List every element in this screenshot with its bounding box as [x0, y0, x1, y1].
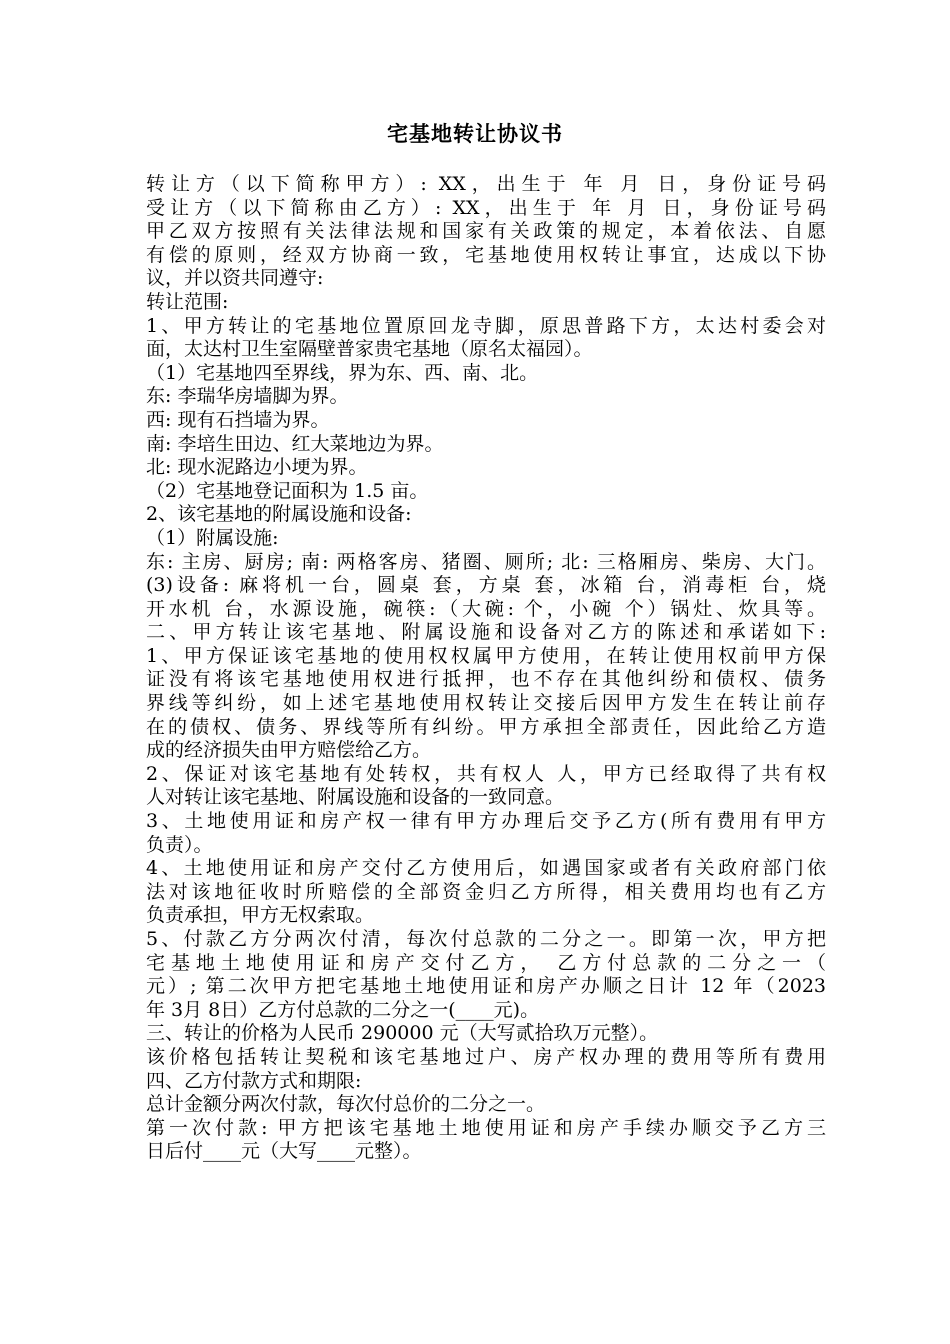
text-line: 元）; 第二次甲方把宅基地土地使用证和房产办顺之日计 12 年（2023 [146, 975, 826, 998]
text-line: （1）宅基地四至界线，界为东、西、南、北。 [146, 361, 539, 384]
text-line: 3、土地使用证和房产权一律有甲方办理后交予乙方(所有费用有甲方 [146, 810, 826, 833]
text-line: 东: 主房、厨房; 南: 两格客房、猪圈、厕所; 北: 三格厢房、柴房、大门。 [146, 550, 826, 573]
text-line: 面，太达村卫生室隔壁普家贵宅基地（原名太福园）。 [146, 338, 593, 361]
document-title: 宅基地转让协议书 [387, 121, 563, 146]
text-line: 法对该地征收时所赔偿的全部资金归乙方所得，相关费用均也有乙方 [146, 880, 826, 903]
text-line: 2、该宅基地的附属设施和设备: [146, 503, 412, 526]
text-line: 该价格包括转让契税和该宅基地过户、房产权办理的费用等所有费用 [146, 1045, 826, 1068]
text-line: 日后付____元（大写____元整）。 [146, 1140, 422, 1163]
text-line: 东: 李瑞华房墙脚为界。 [146, 385, 349, 408]
text-line: 界线等纠纷，如上述宅基地使用权转让交接后因甲方发生在转让前存 [146, 692, 826, 715]
text-line: 1、甲方保证该宅基地的使用权权属甲方使用，在转让使用权前甲方保 [146, 644, 826, 667]
text-line: 南: 李培生田边、红大菜地边为界。 [146, 432, 444, 455]
text-line: 成的经济损失由甲方赔偿给乙方。 [146, 739, 432, 762]
text-line: 2、保证对该宅基地有处转权，共有权人 人，甲方已经取得了共有权 [146, 762, 826, 785]
text-line: 北: 现水泥路边小埂为界。 [146, 456, 368, 479]
text-line: 总计金额分两次付款，每次付总价的二分之一。 [146, 1093, 546, 1116]
text-line: 证没有将该宅基地使用权进行抵押，也不存在其他纠纷和债权、债务 [146, 668, 826, 691]
text-line: 转让方（以下简称甲方）: XX，出生于 年 月 日，身份证号码 [146, 173, 826, 195]
text-line: （2）宅基地登记面积为 1.5 亩。 [146, 479, 429, 502]
text-line: 开水机 台，水源设施，碗筷:（大碗: 个，小碗 个）锅灶、炊具等。 [146, 597, 826, 620]
text-line: 在的债权、债务、界线等所有纠纷。甲方承担全部责任，因此给乙方造 [146, 715, 826, 738]
text-line: 四、乙方付款方式和期限: [146, 1069, 362, 1092]
text-line: （1）附属设施: [146, 526, 279, 549]
text-line: 二、甲方转让该宅基地、附属设施和设备对乙方的陈述和承诺如下: [146, 621, 826, 644]
text-line: 转让范围: [146, 290, 229, 313]
text-line: 三、转让的价格为人民币 290000 元（大写贰拾玖万元整）。 [146, 1022, 659, 1045]
text-line: 年 3月 8日）乙方付总款的二分之一(____元)。 [146, 998, 540, 1021]
text-line: 受让方（以下简称由乙方）: XX，出生于 年 月 日，身份证号码 [146, 196, 826, 219]
text-line: 1、甲方转让的宅基地位置原回龙寺脚，原思普路下方，太达村委会对 [146, 314, 826, 337]
text-line: 有偿的原则，经双方协商一致，宅基地使用权转让事宜，达成以下协 [146, 243, 826, 266]
text-line: 西: 现有石挡墙为界。 [146, 408, 330, 431]
text-line: 5、付款乙方分两次付清，每次付总款的二分之一。即第一次，甲方把 [146, 928, 826, 950]
text-line: 负责承担，甲方无权索取。 [146, 904, 375, 927]
text-line: 4、土地使用证和房产交付乙方使用后，如遇国家或者有关政府部门依 [146, 857, 826, 880]
text-line: 甲乙双方按照有关法律法规和国家有关政策的规定，本着依法、自愿 [146, 220, 826, 243]
text-line: 宅基地土地使用证和房产交付乙方， 乙方付总款的二分之一（ [146, 951, 826, 974]
text-line: 议，并以资共同遵守: [146, 267, 324, 290]
text-line: 人对转让该宅基地、附属设施和设备的一致同意。 [146, 786, 565, 809]
text-line: 第一次付款: 甲方把该宅基地土地使用证和房产手续办顺交予乙方三 [146, 1116, 826, 1139]
text-line: (3)设备: 麻将机一台，圆桌 套，方桌 套，冰箱 台，消毒柜 台，烧 [146, 574, 826, 597]
text-line: 负责）。 [146, 833, 213, 856]
document-body [146, 173, 826, 1164]
